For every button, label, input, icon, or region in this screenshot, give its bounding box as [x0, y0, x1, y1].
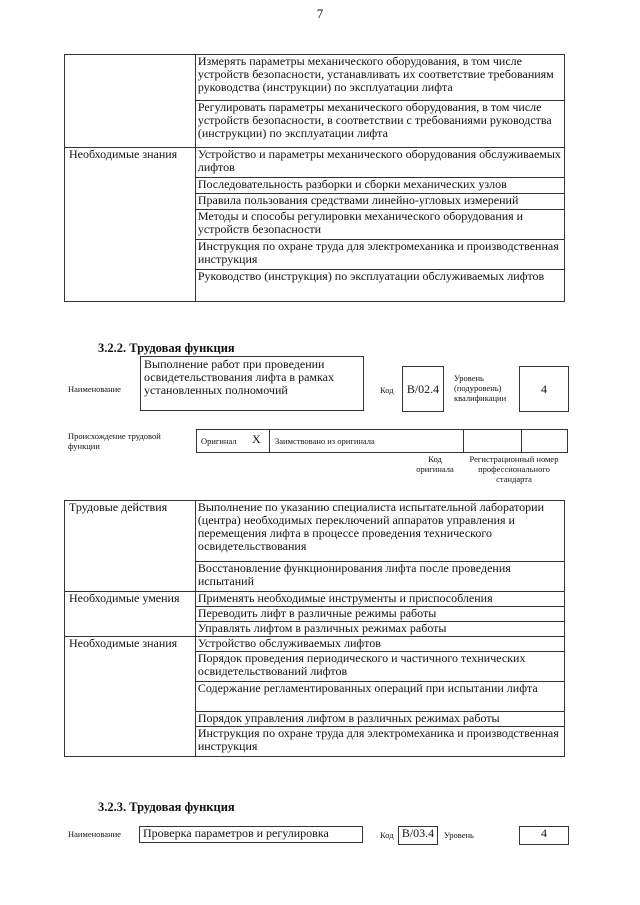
- table-row: [65, 101, 565, 148]
- table-row: [65, 622, 565, 637]
- row-text: Измерять параметры механического оборудования, в том числе устройств безопасности, устанавливать их соответствие требованиям руководства (инструкции) по эксплуатации лифта: [195, 55, 564, 101]
- table-row: [65, 148, 565, 178]
- name-label: Наименование: [68, 384, 121, 394]
- row-label: [65, 622, 196, 637]
- row-label: [65, 682, 196, 712]
- row-label: [65, 194, 196, 210]
- code-value-323: B/03.4: [401, 826, 435, 840]
- table-row: [65, 210, 565, 240]
- row-text: Управлять лифтом в различных режимах работы: [195, 622, 564, 637]
- function-name-box-323: [139, 826, 363, 843]
- code-label: Код: [380, 385, 394, 395]
- origin-box: [196, 429, 568, 453]
- code-value: B/02.4: [406, 382, 440, 396]
- reg-number-label: Регистрационный номер профессионального стандарта: [469, 454, 559, 484]
- name-label-323: Наименование: [68, 829, 121, 839]
- row-text: Применять необходимые инструменты и приспособления: [195, 592, 564, 607]
- row-text: Устройство обслуживаемых лифтов: [195, 637, 564, 652]
- row-label: [65, 270, 196, 302]
- row-label: [65, 101, 196, 148]
- table-row: [65, 637, 565, 652]
- row-text: Инструкция по охране труда для электромеханика и производственная инструкция: [195, 240, 564, 270]
- table-row: [65, 607, 565, 622]
- table-row: [65, 727, 565, 757]
- table-row: [65, 270, 565, 302]
- row-label: [65, 178, 196, 194]
- row-text: Выполнение по указанию специалиста испытательной лаборатории (центра) необходимых переключений аппаратов управления и перемещения лифта в процессе проведения технического освидетельствования: [195, 501, 564, 562]
- table-row: [65, 682, 565, 712]
- row-text: Руководство (инструкция) по эксплуатации обслуживаемых лифтов: [195, 270, 564, 302]
- row-text: Последовательность разборки и сборки механических узлов: [195, 178, 564, 194]
- section-heading-323: 3.2.3. Трудовая функция: [98, 800, 235, 814]
- code-orig-label: Код оригинала: [416, 454, 454, 474]
- table-row: [65, 178, 565, 194]
- row-label: [65, 607, 196, 622]
- row-text: Переводить лифт в различные режимы работы: [195, 607, 564, 622]
- borrowed-label: Заимствовано из оригинала: [275, 436, 375, 446]
- row-label: Необходимые умения: [65, 592, 196, 607]
- row-text: Регулировать параметры механического оборудования, в том числе устройств безопасности, в соответствии с требованиями руководства (инструкции) по эксплуатации лифта: [195, 101, 564, 148]
- row-label: Трудовые действия: [65, 501, 196, 562]
- function-name-value: Выполнение работ при проведении освидетельствования лифта в рамках установленных полномочий: [144, 357, 334, 397]
- level-value-box: [519, 366, 569, 412]
- table-row: [65, 562, 565, 592]
- row-label: [65, 652, 196, 682]
- level-value-323: 4: [541, 826, 547, 840]
- table-row: [65, 592, 565, 607]
- origin-label: Происхождение трудовой функции: [68, 431, 161, 451]
- table-row: [65, 55, 565, 101]
- row-label: [65, 562, 196, 592]
- row-text: Порядок проведения периодического и частичного технических освидетельствований лифтов: [195, 652, 564, 682]
- row-text: Устройство и параметры механического оборудования обслуживаемых лифтов: [195, 148, 564, 178]
- row-label: Необходимые знания: [65, 637, 196, 652]
- table-row: [65, 712, 565, 727]
- row-label: [65, 712, 196, 727]
- level-label-323: Уровень: [444, 830, 474, 840]
- page-number: 7: [316, 6, 324, 21]
- section-322-table: [64, 500, 565, 757]
- original-mark: X: [252, 432, 261, 446]
- code-value-box: [402, 366, 444, 412]
- row-label: Необходимые знания: [65, 148, 196, 178]
- level-label: Уровень (подуровень) квалификации: [454, 373, 507, 403]
- row-label: [65, 240, 196, 270]
- row-text: Порядок управления лифтом в различных режимах работы: [195, 712, 564, 727]
- table-row: [65, 240, 565, 270]
- original-label: Оригинал: [201, 436, 237, 446]
- row-text: Правила пользования средствами линейно-угловых измерений: [195, 194, 564, 210]
- function-name-box: [140, 356, 364, 411]
- function-name-value-323: Проверка параметров и регулировка: [143, 826, 329, 840]
- row-label: [65, 727, 196, 757]
- row-text: Восстановление функционирования лифта после проведения испытаний: [195, 562, 564, 592]
- top-competency-table: [64, 54, 565, 302]
- row-text: Методы и способы регулировки механического оборудования и устройств безопасности: [195, 210, 564, 240]
- row-label: [65, 55, 196, 101]
- row-text: Содержание регламентированных операций при испытании лифта: [195, 682, 564, 712]
- level-value: 4: [541, 382, 547, 396]
- code-value-box-323: [398, 826, 438, 845]
- table-row: [65, 501, 565, 562]
- code-label-323: Код: [380, 830, 394, 840]
- row-label: [65, 210, 196, 240]
- table-row: [65, 194, 565, 210]
- table-row: [65, 652, 565, 682]
- level-value-box-323: [519, 826, 569, 845]
- row-text: Инструкция по охране труда для электромеханика и производственная инструкция: [195, 727, 564, 757]
- section-heading-322: 3.2.2. Трудовая функция: [98, 341, 235, 355]
